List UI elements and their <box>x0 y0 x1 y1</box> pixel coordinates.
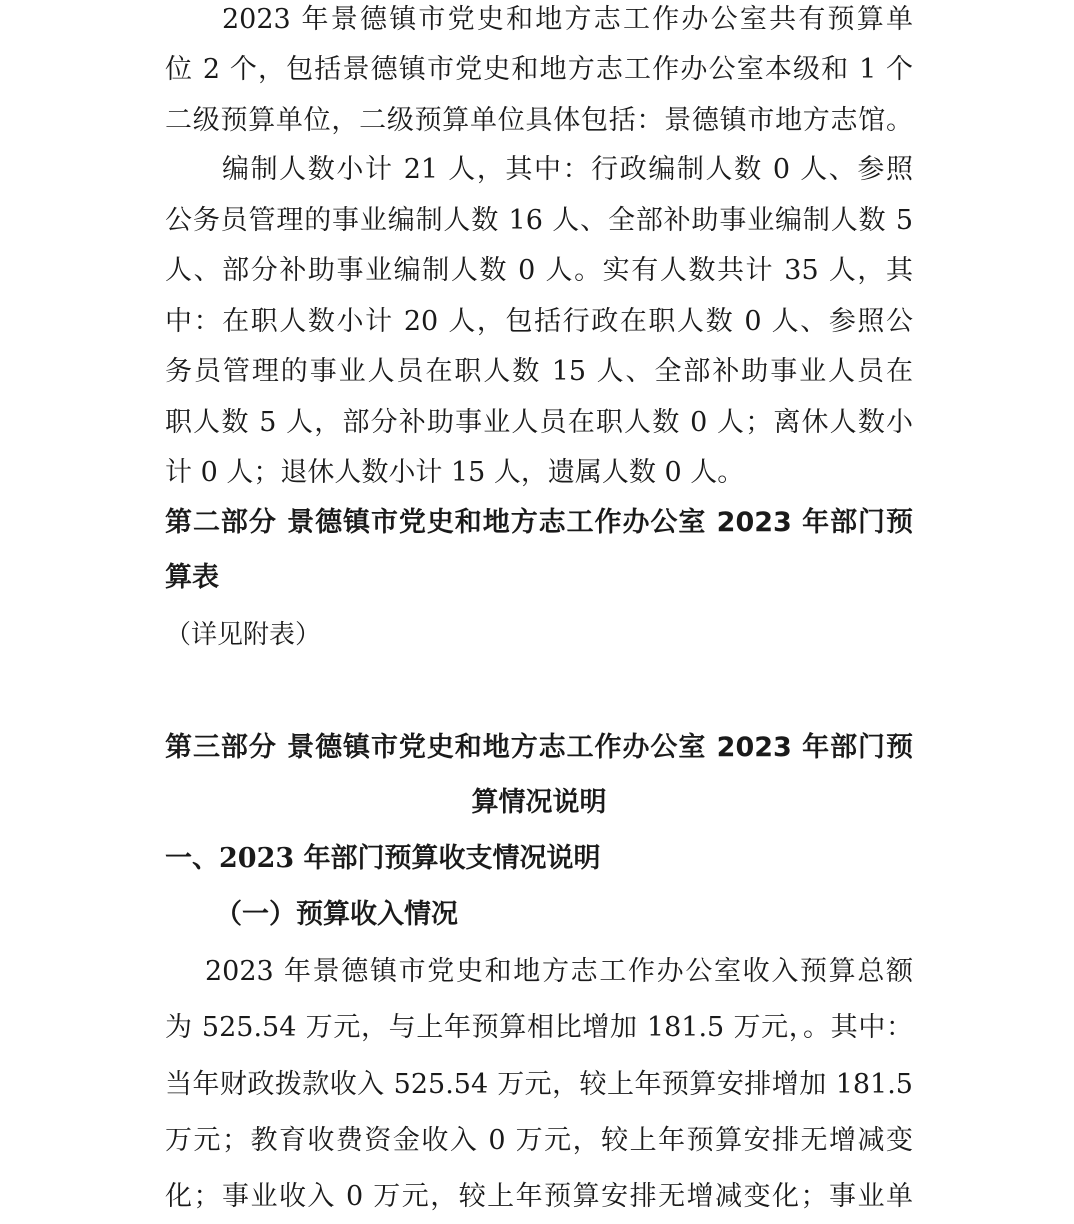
body-line-5: 化；事业收入 0 万元，较上年预算安排无增减变化；事业单 <box>165 1181 913 1212</box>
intro-p2-line-1: 编制人数小计 21 人，其中：行政编制人数 0 人、参照 <box>222 154 913 185</box>
part3-title-line-2: 算情况说明 <box>471 787 607 818</box>
body-line-4: 万元；教育收费资金收入 0 万元，较上年预算安排无增减变 <box>165 1125 913 1156</box>
part2-title-line-1: 第二部分 景德镇市党史和地方志工作办公室 2023 年部门预 <box>165 507 913 538</box>
intro-p1-line-3: 二级预算单位，二级预算单位具体包括：景德镇市地方志馆。 <box>165 105 913 136</box>
body-line-1: 2023 年景德镇市党史和地方志工作办公室收入预算总额 <box>205 956 913 987</box>
intro-p1-line-2: 位 2 个，包括景德镇市党史和地方志工作办公室本级和 1 个 <box>165 54 913 85</box>
body-line-2: 为 525.54 万元，与上年预算相比增加 181.5 万元，。其中： <box>165 1012 913 1043</box>
intro-p2-line-5: 务员管理的事业人员在职人数 15 人、全部补助事业人员在 <box>165 356 913 387</box>
section-1-heading: 一、2023 年部门预算收支情况说明 <box>165 843 601 874</box>
body-line-3: 当年财政拨款收入 525.54 万元，较上年预算安排增加 181.5 <box>165 1069 913 1100</box>
intro-p1-line-1: 2023 年景德镇市党史和地方志工作办公室共有预算单 <box>222 4 913 35</box>
intro-p2-line-7: 计 0 人；退休人数小计 15 人，遗属人数 0 人。 <box>165 457 745 488</box>
subsection-1-heading: （一）预算收入情况 <box>215 899 458 930</box>
intro-p2-line-3: 人、部分补助事业编制人数 0 人。实有人数共计 35 人，其 <box>165 255 913 286</box>
part2-note: （详见附表） <box>165 620 322 650</box>
intro-p2-line-6: 职人数 5 人，部分补助事业人员在职人数 0 人；离休人数小 <box>165 407 913 438</box>
part3-title-line-1: 第三部分 景德镇市党史和地方志工作办公室 2023 年部门预 <box>165 732 913 763</box>
intro-p2-line-4: 中：在职人数小计 20 人，包括行政在职人数 0 人、参照公 <box>165 306 913 337</box>
intro-p2-line-2: 公务员管理的事业编制人数 16 人、全部补助事业编制人数 5 <box>165 205 913 236</box>
part2-title-line-2: 算表 <box>165 562 219 593</box>
